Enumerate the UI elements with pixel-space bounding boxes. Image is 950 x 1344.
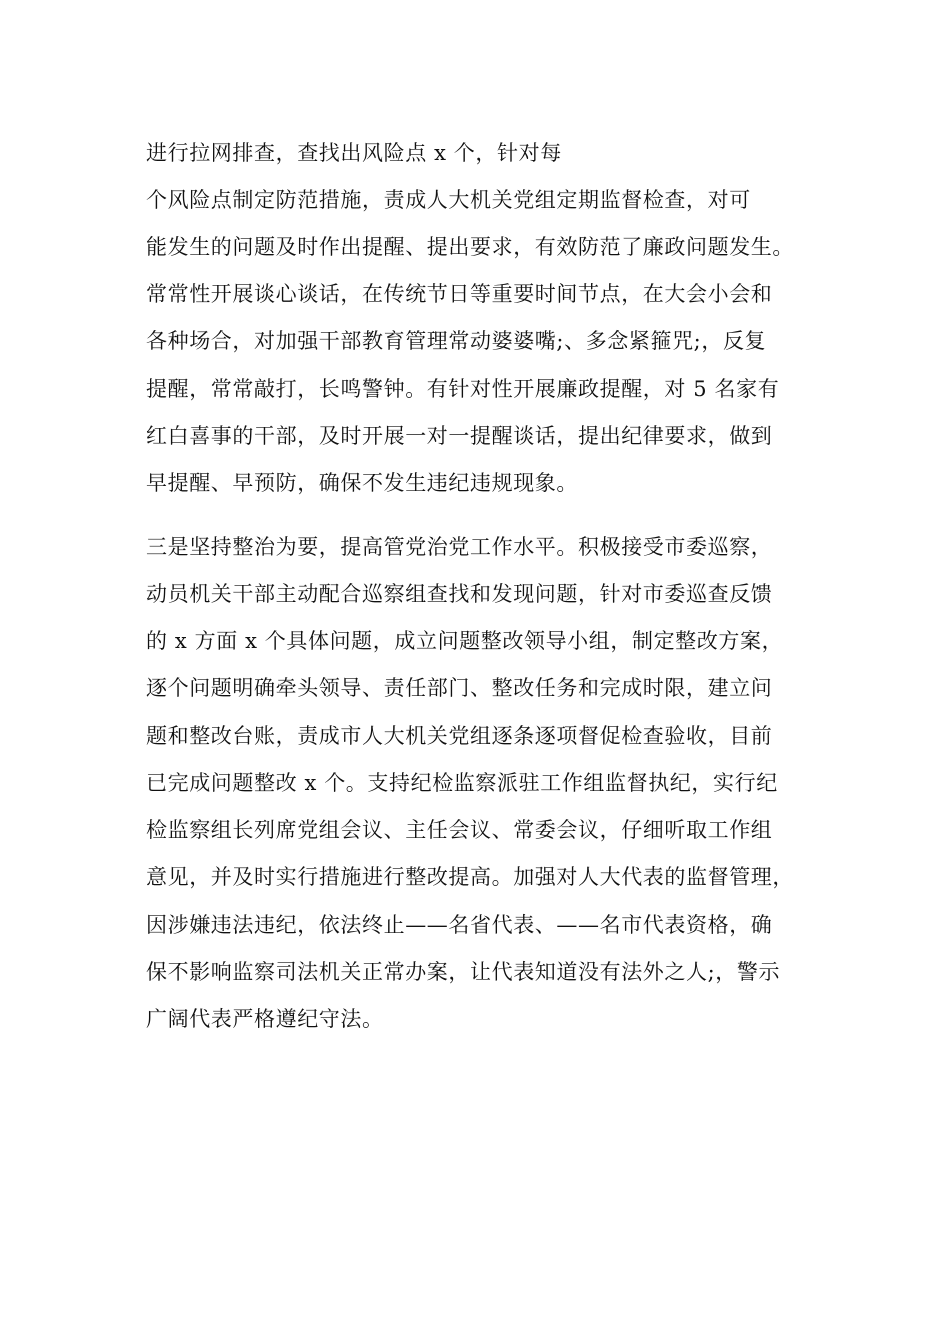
text-line: 已完成问题整改 x 个。支持纪检监察派驻工作组监督执纪，实行纪 [146,771,778,795]
text-line: 能发生的问题及时作出提醒、提出要求，有效防范了廉政问题发生。 [146,235,794,259]
text-line: 进行拉网排查，查找出风险点 x 个，针对每 [146,141,562,165]
text-line: 红白喜事的干部，及时开展一对一提醒谈话，提出纪律要求，做到 [146,424,773,448]
text-line: 广阔代表严格遵纪守法。 [146,1007,384,1031]
text-line: 早提醒、早预防，确保不发生违纪违规现象。 [146,471,578,495]
text-line: 个风险点制定防范措施，责成人大机关党组定期监督检查，对可 [146,188,751,212]
text-line: 因涉嫌违法违纪，依法终止——名省代表、——名市代表资格，确 [146,913,773,937]
text-line: 检监察组长列席党组会议、主任会议、常委会议，仔细听取工作组 [146,818,773,842]
text-line: 动员机关干部主动配合巡察组查找和发现问题，针对市委巡查反馈 [146,582,773,606]
text-line: 意见，并及时实行措施进行整改提高。加强对人大代表的监督管理， [146,865,794,889]
text-line: 三是坚持整治为要，提高管党治党工作水平。积极接受市委巡察， [146,535,773,559]
text-line: 的 x 方面 x 个具体问题，成立问题整改领导小组，制定整改方案， [146,629,784,653]
text-line: 各种场合，对加强干部教育管理常动婆婆嘴;、多念紧箍咒;，反复 [146,329,767,353]
text-line: 常常性开展谈心谈话，在传统节日等重要时间节点，在大会小会和 [146,282,773,306]
text-line: 题和整改台账，责成市人大机关党组逐条逐项督促检查验收，目前 [146,724,773,748]
text-line: 保不影响监察司法机关正常办案，让代表知道没有法外之人;，警示 [146,960,781,984]
text-line: 提醒，常常敲打，长鸣警钟。有针对性开展廉政提醒，对 5 名家有 [146,377,780,401]
text-line: 逐个问题明确牵头领导、责任部门、整改任务和完成时限，建立问 [146,676,773,700]
